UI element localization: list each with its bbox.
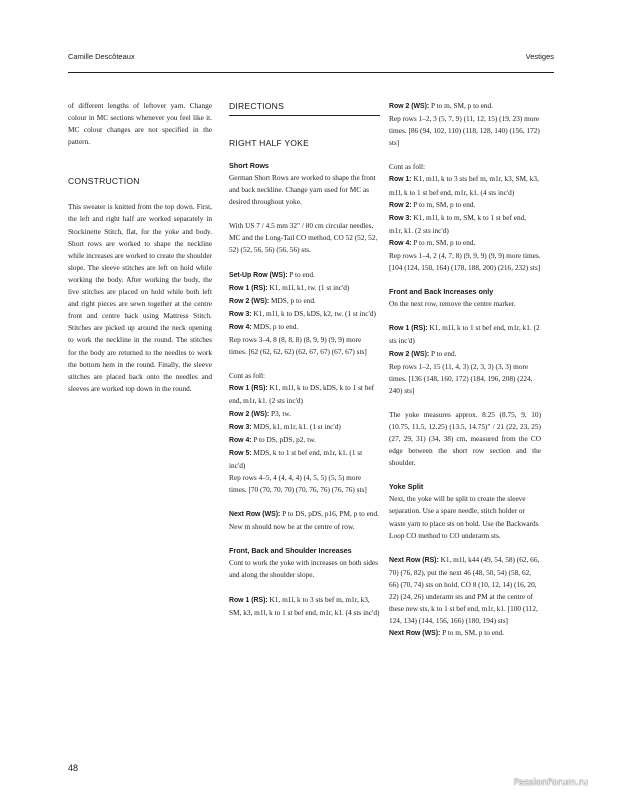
column-3 — [389, 100, 541, 640]
front-back-shoulder-subheading: Front, Back and Shoulder Increases — [229, 546, 352, 556]
column-1 — [68, 100, 212, 395]
site-watermark: PassionForum.ru — [513, 778, 588, 788]
setup-row: Set-Up Row (WS): P to end. — [229, 269, 315, 279]
front-back-only-subheading: Front and Back Increases only — [389, 287, 494, 297]
row-instruction: Row 3: K1, m1l, k to m, SM, k to 1 st bef end, m1r, k1. (2 sts inc'd) — [389, 212, 527, 235]
construction-paragraph: This sweater is knitted from the top down. First, the left and right half are worked separately in Stockinette Stitch, flat, for the yoke and body. Short rows are worked to shape the neckline while increases are worked to create the shoulder slope. The sleeve stitches are left on hold while working the body. After working the body, the live stitches are placed on hold while both left and right pieces are sewn together at the centre front and centre back using Mattress Stitch. Stitches are picked up around the neck opening to work the neckline in the round. The stitches for the body are returned to the needles to work the bottom hem in the round. Finally, the sleeve stitches are placed back onto the needles and sleeves are worked top down in the round. — [68, 202, 212, 393]
row-instruction: Row 3: MDS, k1, m1r, k1. (1 st inc'd) — [229, 421, 341, 431]
new-marker-note: New m should now be at the centre of row. — [229, 522, 355, 532]
row-instruction: Row 2 (WS): P3, tw. — [229, 408, 292, 418]
short-rows-subheading: Short Rows — [229, 161, 269, 170]
row-instruction: Row 1 (RS): K1, m1l, k to DS, kDS, k to 1 st bef end, m1r, k1. (2 sts inc'd) — [229, 383, 375, 406]
setup-row: Row 2 (WS): MDS, p to end. — [229, 295, 316, 305]
next-row-ws: Next Row (WS): P to DS, pDS, p16, PM, p to end. — [229, 509, 379, 519]
cast-on-paragraph: With US 7 / 4.5 mm 32" / 80 cm circular needles, MC and the Long-Tail CO method, CO 52 (52, 52, 52) (52, 56, 56) (56, 56) sts. — [229, 221, 378, 255]
directions-heading: DIRECTIONS — [229, 101, 284, 111]
row-instruction: Row 1: K1, m1l, k to 3 sts bef m, m1r, k3, SM, k3, m1l, k to 1 st bef end, m1r, k1. (4 sts inc'd) — [389, 174, 539, 197]
front-back-only-paragraph: On the next row, remove the centre marker. — [389, 299, 516, 309]
yoke-split-paragraph: Next, the yoke will be split to create the sleeve separation. Use a spare needle, stitch holder or waste yarn to place sts on hold. Use the Backwards Loop CO method to CO underarm sts. — [389, 494, 539, 540]
row-repeat: Rep rows 1–2, 3 (5, 7, 9) (11, 12, 15) (19, 23) more times. [86 (94, 102, 110) (118, 128, 140) (156, 172) sts] — [389, 114, 540, 148]
next-row-rs: Next Row (RS): K1, m1l, k44 (49, 54, 58) (62, 66, 70) (76, 82), put the next 46 (48, 50, 54) (58, 62, 66) (70, 74) sts on hold, CO 8 (10, 12, 14) (16, 20, 22) (24, 26) underarm sts and PM at the centre of these new sts, k to 1 st bef end, m1r, k1. [100 (112, 124, 134) (144, 156, 166) (180, 194) sts] — [389, 554, 540, 626]
row-instruction: Row 2 (WS): P to m, SM, p to end. — [389, 101, 493, 110]
row-instruction: Row 4: P to m, SM, p to end. — [389, 237, 476, 247]
running-header — [68, 52, 554, 61]
front-back-shoulder-paragraph: Cont to work the yoke with increases on both sides and along the shoulder slope. — [229, 558, 378, 580]
cont-as-foll: Cont as foll: — [229, 371, 266, 381]
page-number: 48 — [68, 763, 79, 773]
next-row-ws: Next Row (WS): P to m, SM, p to end. — [389, 628, 505, 638]
row-instruction: Row 1 (RS): K1, m1l, k to 3 sts bef m, m1r, k3, SM, k3, m1l, k to 1 st bef end, m1r, k1. (4 sts inc'd) — [229, 594, 380, 617]
setup-row: Row 4: MDS, p to end. — [229, 321, 299, 331]
row-instruction: Row 5: MDS, k to 1 st bef end, m1r, k1. (1 st inc'd) — [229, 447, 363, 470]
cont-as-foll: Cont as foll: — [389, 162, 426, 172]
row-instruction: Row 2: P to m, SM, p to end. — [389, 199, 476, 209]
intro-paragraph: of different lengths of leftover yarn. Change colour in MC sections whenever you feel like it. MC colour changes are not specified in the pattern. — [68, 101, 212, 147]
row-instruction: Row 2 (WS): P to end. — [389, 348, 457, 358]
setup-repeat: Rep rows 3–4, 8 (8, 8, 8) (8, 9, 9) (9, 9) more times. [62 (62, 62, 62) (62, 67, 67) (67, 67) sts] — [229, 335, 367, 357]
setup-row: Row 3: K1, m1l, k to DS, kDS, k2, tw. (1 st inc'd) — [229, 308, 376, 318]
yoke-split-subheading: Yoke Split — [389, 482, 424, 492]
row-repeat: Rep rows 1–4, 2 (4, 7, 8) (9, 9, 9) (9, 9) more times. [104 (124, 150, 164) (178, 188, 200) (216, 232) sts] — [389, 251, 541, 273]
row-instruction: Row 4: P to DS, pDS, p2, tw. — [229, 434, 316, 444]
short-rows-paragraph: German Short Rows are worked to shape the front and back neckline. Change yarn used for MC as desired throughout yoke. — [229, 173, 376, 207]
row-repeat: Rep rows 1–2, 15 (11, 4, 3) (2, 3, 3) (3, 3) more times. [136 (148, 160, 172) (184, 196, 208) (224, 240) sts] — [389, 361, 533, 395]
header-title: Vestiges — [525, 52, 554, 61]
yoke-measure-paragraph: The yoke measures approx. 8.25 (8.75, 9, 10) (10.75, 11.5, 12.25) (13.5, 14.75)" / 21 (22, 23, 25) (27, 29, 31) (34, 38) cm, measured from the CO edge between the short row section and the shoulder. — [389, 409, 541, 468]
column-2 — [229, 100, 380, 619]
row-repeat: Rep rows 4–5, 4 (4, 4, 4) (4, 5, 5) (5, 5) more times. [70 (70, 70, 70) (70, 76, 76) (76, 76) sts] — [229, 472, 367, 495]
row-instruction: Row 1 (RS): K1, m1l, k to 1 st bef end, m1r, k1. (2 sts inc'd) — [389, 323, 540, 346]
header-author: Camille Descôteaux — [68, 52, 135, 61]
construction-heading: CONSTRUCTION — [68, 176, 140, 187]
header-divider — [68, 72, 554, 73]
right-half-yoke-heading: RIGHT HALF YOKE — [229, 138, 310, 148]
setup-row: Row 1 (RS): K1, m1l, k1, tw. (1 st inc'd) — [229, 282, 350, 292]
